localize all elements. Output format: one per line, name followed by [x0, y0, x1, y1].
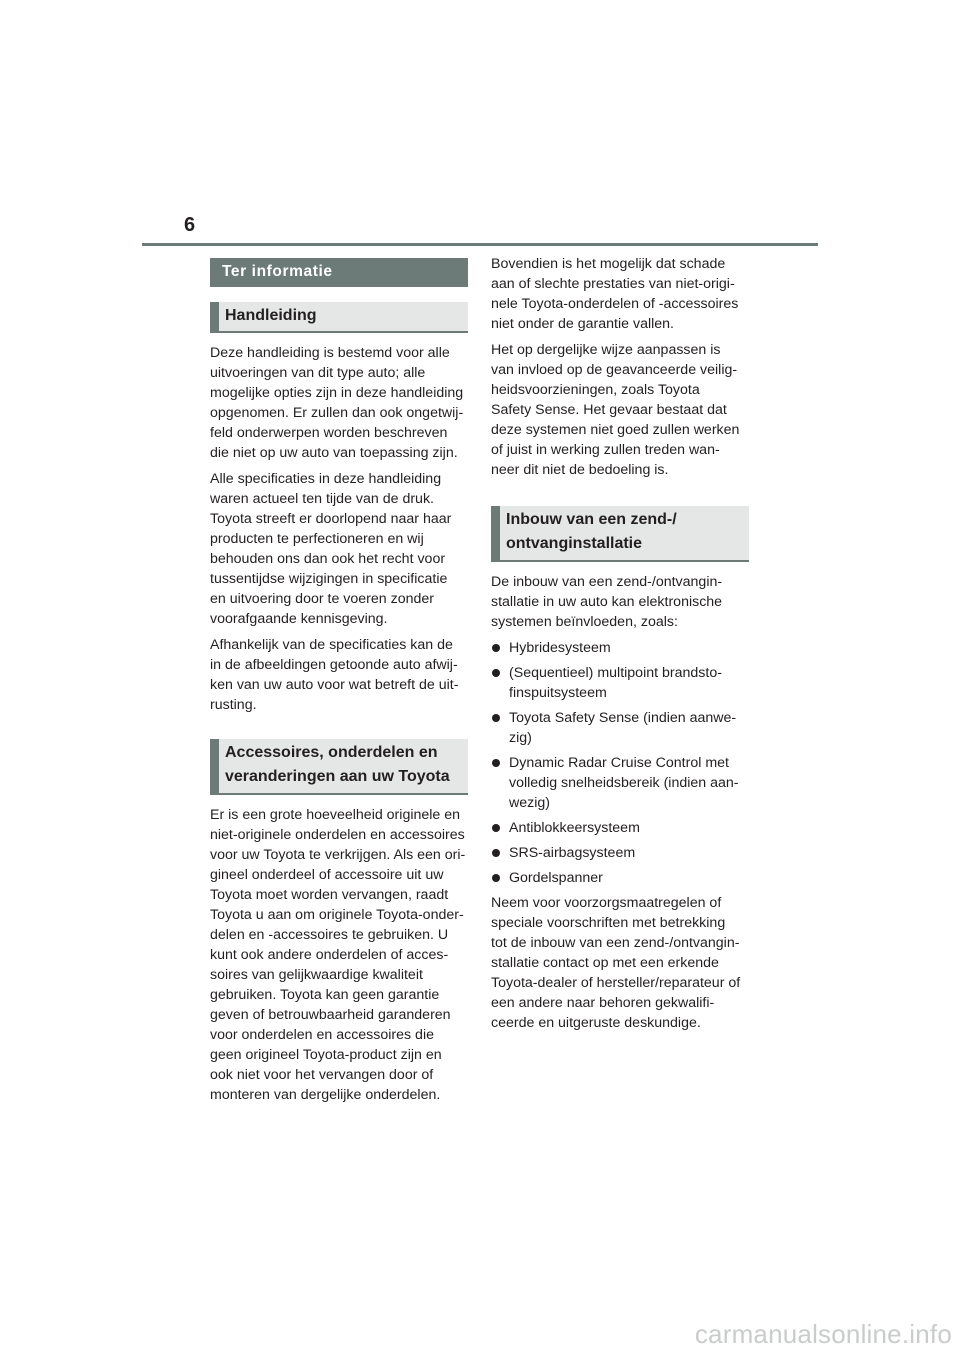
list-item: Toyota Safety Sense (indien aanwe- zig) [491, 708, 749, 748]
paragraph: Deze handleiding is bestemd voor alle uitvoeringen van dit type auto; alle mogelijke opties zijn in deze handleiding opgenomen. Er zullen dan ook ongetwij- feld onderwerpen worden beschreven die niet op uw auto van toepassing zijn. [210, 345, 464, 461]
bullet-icon [492, 644, 500, 652]
paragraph: Het op dergelijke wijze aanpassen is van invloed op de geavanceerde veilig- heidsvoorzieningen, zoals Toyota Safety Sense. Het gevaar bestaat dat deze systemen niet goed zullen werken of juist in werking zullen treden wan- neer dit niet de bedoeling is. [491, 342, 740, 478]
list-item: Gordelspanner [491, 868, 749, 888]
right-column [491, 254, 749, 1033]
section-title: Ter informatie [210, 258, 468, 287]
page-number: 6 [184, 214, 196, 236]
list-item: Dynamic Radar Cruise Control met volledig snelheidsbereik (indien aan- wezig) [491, 753, 749, 813]
list-item: SRS-airbagsysteem [491, 843, 749, 863]
list-item: Antiblokkeersysteem [491, 818, 749, 838]
paragraph: Alle specificaties in deze handleiding waren actueel ten tijde van de druk. Toyota streeft er doorlopend naar haar producten te perfectioneren en wij behouden ons dan ook het recht voor tussentijdse wijzigingen in specificatie en uitvoering door te voeren zonder voorafgaande kennisgeving. [210, 471, 452, 627]
list-item: Hybridesysteem [491, 638, 749, 658]
watermark: carmanualsonline.info [694, 1319, 952, 1349]
paragraph: Neem voor voorzorgsmaatregelen of speciale voorschriften met betrekking tot de inbouw van een zend-/ontvangin- stallatie contact op met een erkende Toyota-dealer of hersteller/reparateur of een andere naar behoren gekwalifi- ceerde en uitgeruste deskundige. [491, 895, 741, 1031]
bullet-icon [492, 669, 500, 677]
left-column [210, 258, 468, 1105]
header-rule [142, 243, 818, 246]
subheading-inbouw: Inbouw van een zend-/ ontvanginstallatie [491, 506, 749, 562]
paragraph: Afhankelijk van de specificaties kan de in de afbeeldingen getoonde auto afwij- ken van uw auto voor wat betreft de uit- rusting. [210, 637, 459, 713]
bullet-icon [492, 759, 500, 767]
paragraph: Er is een grote hoeveelheid originele en niet-originele onderdelen en accessoires voor uw Toyota te verkrijgen. Als een ori- gineel onderdeel of accessoire uit uw Toyota moet worden vervangen, raadt Toyota u aan om originele Toyota-onder- delen en -accessoires te gebruiken. U kunt ook andere onderdelen of acces- soires van gelijkwaardige kwaliteit gebruiken. Toyota kan geen garantie geven of betrouwbaarheid garanderen voor onderdelen en accessoires die geen origineel Toyota-product zijn en ook niet voor het vervangen door of monteren van dergelijke onderdelen. [210, 807, 466, 1103]
bullet-icon [492, 874, 500, 882]
paragraph: De inbouw van een zend-/ontvangin- stallatie in uw auto kan elektronische systemen beïnvloeden, zoals: [491, 574, 723, 630]
bullet-list [491, 638, 749, 888]
bullet-icon [492, 849, 500, 857]
bullet-icon [492, 824, 500, 832]
subheading-accessoires: Accessoires, onderdelen en veranderingen aan uw Toyota [210, 739, 468, 795]
bullet-icon [492, 714, 500, 722]
list-item: (Sequentieel) multipoint brandsto- finspuitsysteem [491, 663, 749, 703]
paragraph: Bovendien is het mogelijk dat schade aan of slechte prestaties van niet-origi- nele Toyota-onderdelen of -accessoires niet onder de garantie vallen. [491, 256, 739, 332]
subheading-handleiding: Handleiding [210, 302, 468, 333]
